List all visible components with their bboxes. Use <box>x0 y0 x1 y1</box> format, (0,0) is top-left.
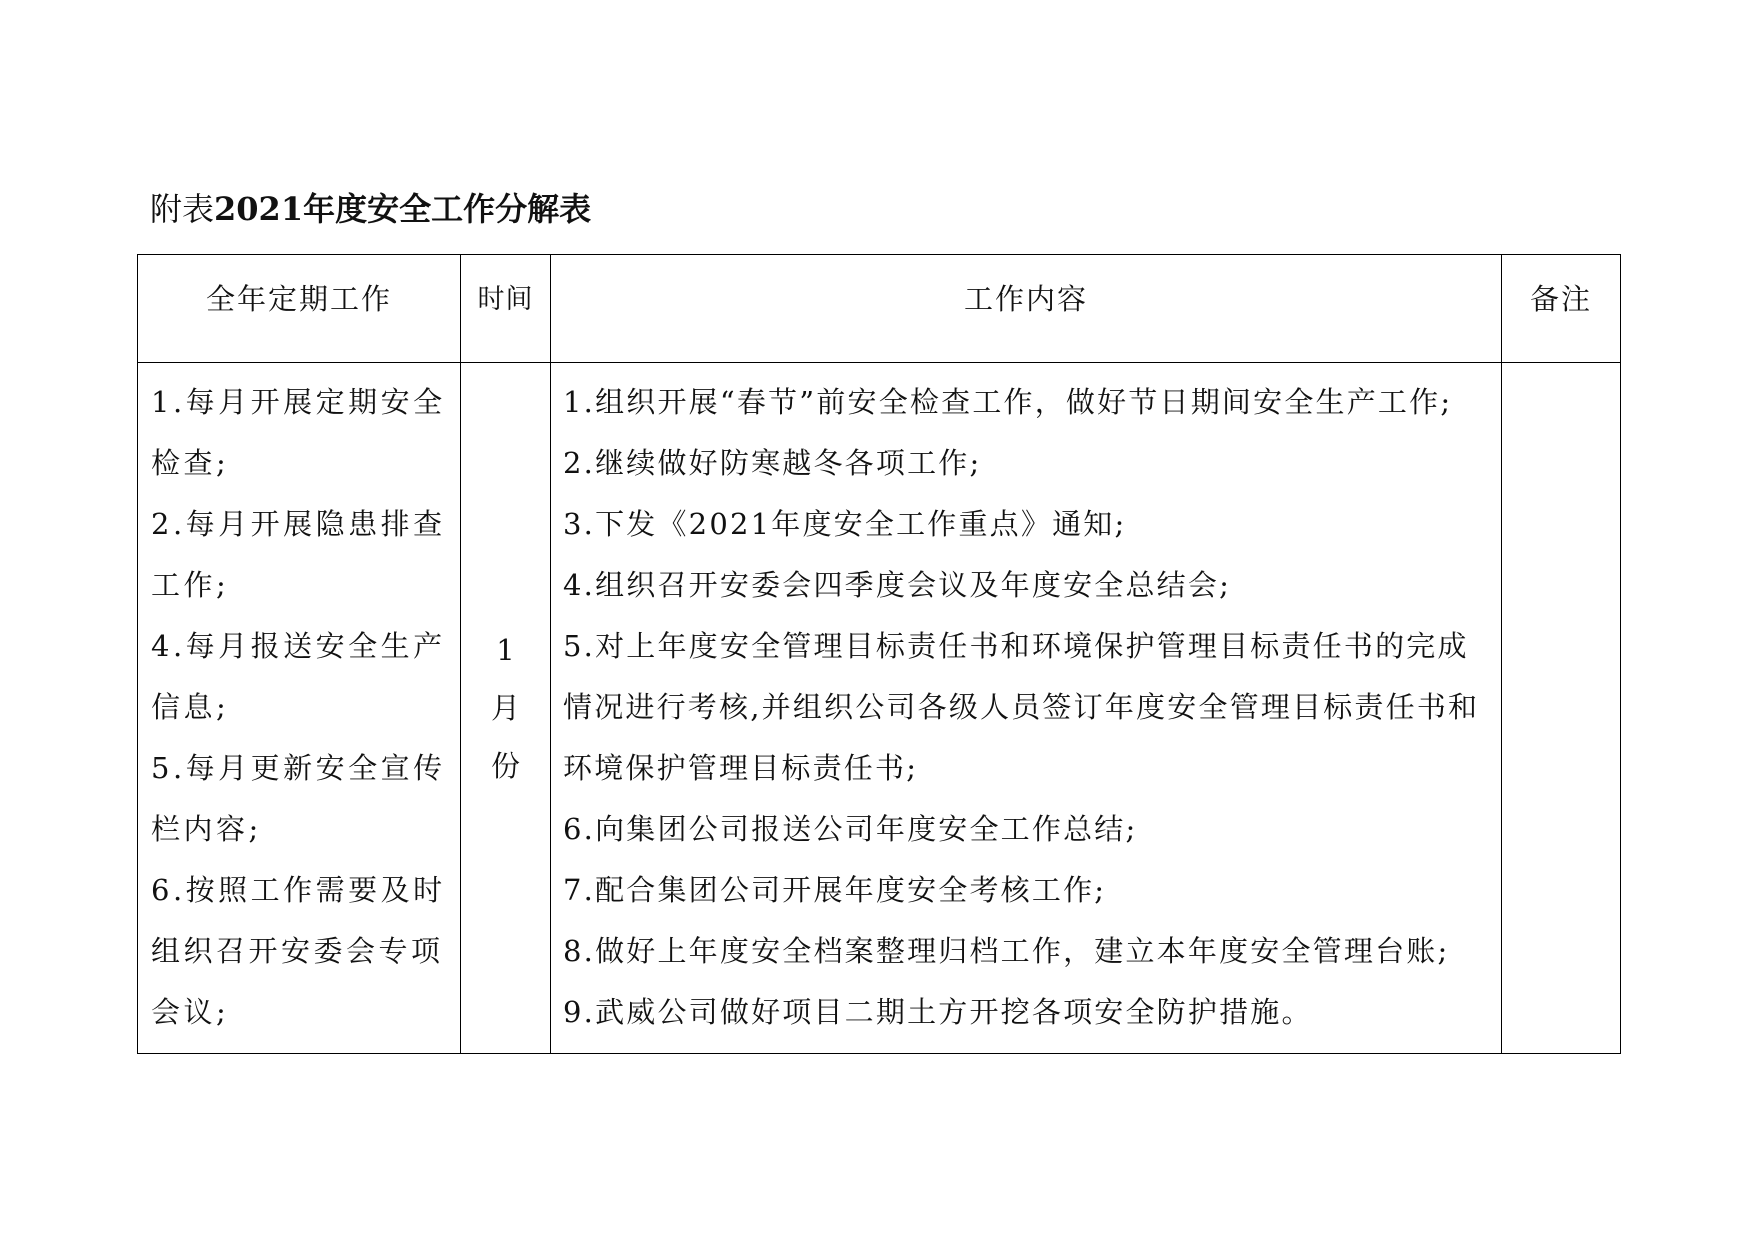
title-main: 2021年度安全工作分解表 <box>214 190 592 228</box>
list-item: 7.配合集团公司开展年度安全考核工作; <box>563 873 1107 907</box>
list-item: 栏内容; <box>151 812 262 846</box>
list-item: 信息; <box>151 690 230 724</box>
time-cell <box>461 363 551 1054</box>
work-content-cell <box>551 363 1502 1054</box>
list-item: 会议; <box>151 995 230 1029</box>
list-item: 9.武威公司做好项目二期土方开挖各项安全防护措施。 <box>563 995 1313 1029</box>
periodic-work-cell <box>138 363 461 1054</box>
list-item: 5.每月更新安全宣传 <box>151 751 446 785</box>
work-breakdown-table <box>137 254 1621 1054</box>
list-item: 6.按照工作需要及时 <box>151 873 446 907</box>
list-item: 6.向集团公司报送公司年度安全工作总结; <box>563 812 1138 846</box>
time-value: 1月份 <box>490 633 524 783</box>
list-item: 环境保护管理目标责任书; <box>563 751 919 785</box>
list-item: 工作; <box>151 568 230 602</box>
work-content-list <box>551 363 1501 1053</box>
list-item: 1.每月开展定期安全 <box>151 385 446 419</box>
list-item: 2.继续做好防寒越冬各项工作; <box>563 446 982 480</box>
header-periodic-work: 全年定期工作 <box>138 255 461 363</box>
list-item: 4.每月报送安全生产 <box>151 629 446 663</box>
list-item: 组织召开安委会专项 <box>151 934 444 968</box>
list-item: 5.对上年度安全管理目标责任书和环境保护管理目标责任书的完成 <box>563 629 1469 663</box>
table-header-row <box>138 255 1621 363</box>
title-prefix: 附表 <box>150 190 215 228</box>
header-time: 时间 <box>461 255 551 363</box>
remarks-cell <box>1502 363 1621 1054</box>
table-row <box>138 363 1621 1054</box>
list-item: 3.下发《2021年度安全工作重点》通知; <box>563 507 1127 541</box>
list-item: 检查; <box>151 446 230 480</box>
list-item: 8.做好上年度安全档案整理归档工作，建立本年度安全管理台账; <box>563 934 1450 968</box>
list-item: 1.组织开展“春节”前安全检查工作，做好节日期间安全生产工作; <box>563 385 1453 419</box>
header-work-content: 工作内容 <box>551 255 1502 363</box>
periodic-work-list <box>138 363 460 1053</box>
list-item: 2.每月开展隐患排查 <box>151 507 446 541</box>
header-remarks: 备注 <box>1502 255 1621 363</box>
list-item: 情况进行考核,并组织公司各级人员签订年度安全管理目标责任书和 <box>563 690 1480 724</box>
document-title <box>150 184 591 234</box>
list-item: 4.组织召开安委会四季度会议及年度安全总结会; <box>563 568 1232 602</box>
